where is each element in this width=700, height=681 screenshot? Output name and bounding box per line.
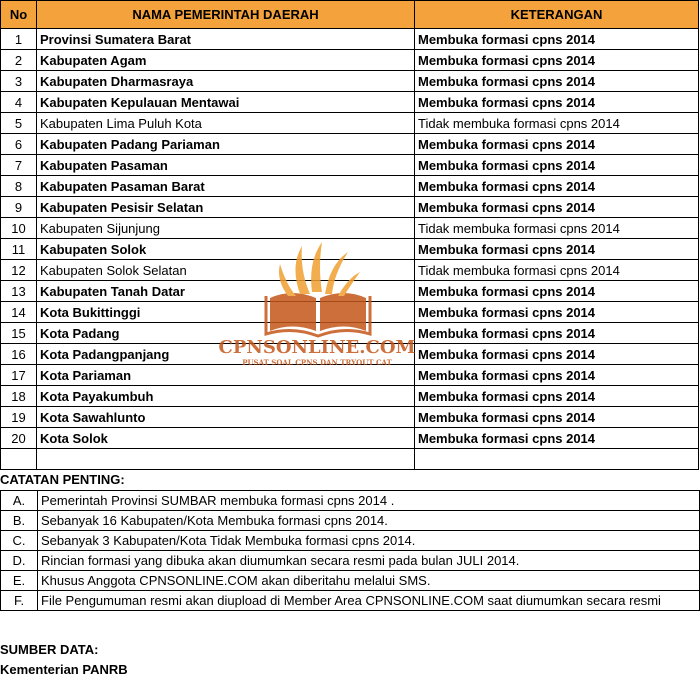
cell-no: 19	[1, 407, 37, 428]
notes-title: CATATAN PENTING:	[0, 472, 125, 487]
cell-ket: Membuka formasi cpns 2014	[415, 239, 699, 260]
table-row	[1, 29, 699, 50]
table-row	[1, 239, 699, 260]
cell-no: 17	[1, 365, 37, 386]
note-row	[1, 511, 700, 531]
cell-name: Kota Padang	[37, 323, 415, 344]
cell-ket: Tidak membuka formasi cpns 2014	[415, 260, 699, 281]
note-text: Sebanyak 3 Kabupaten/Kota Tidak Membuka formasi cpns 2014.	[38, 531, 700, 551]
cell-no: 14	[1, 302, 37, 323]
table-row	[1, 92, 699, 113]
table-row	[1, 365, 699, 386]
cell-name: Kabupaten Solok Selatan	[37, 260, 415, 281]
table-row	[1, 260, 699, 281]
cell-ket: Membuka formasi cpns 2014	[415, 50, 699, 71]
cell-name: Kota Padangpanjang	[37, 344, 415, 365]
cell-name: Kabupaten Pesisir Selatan	[37, 197, 415, 218]
cell-no: 1	[1, 29, 37, 50]
cell-empty	[37, 449, 415, 470]
note-letter: A.	[1, 491, 38, 511]
cell-empty	[1, 449, 37, 470]
cell-name: Kota Solok	[37, 428, 415, 449]
note-letter: E.	[1, 571, 38, 591]
cell-name: Kota Bukittinggi	[37, 302, 415, 323]
note-row	[1, 591, 700, 611]
watermark-brand: CPNSONLINE.COM	[218, 337, 416, 358]
cell-ket: Membuka formasi cpns 2014	[415, 365, 699, 386]
note-text: Pemerintah Provinsi SUMBAR membuka formasi cpns 2014 .	[38, 491, 700, 511]
table-header-row	[1, 1, 699, 29]
cell-ket: Membuka formasi cpns 2014	[415, 428, 699, 449]
cell-no: 7	[1, 155, 37, 176]
table-row	[1, 71, 699, 92]
cell-name: Provinsi Sumatera Barat	[37, 29, 415, 50]
table-row	[1, 113, 699, 134]
note-row	[1, 531, 700, 551]
cell-ket: Membuka formasi cpns 2014	[415, 29, 699, 50]
header-keterangan: KETERANGAN	[415, 1, 699, 29]
cell-ket: Tidak membuka formasi cpns 2014	[415, 218, 699, 239]
table-row	[1, 344, 699, 365]
cell-no: 4	[1, 92, 37, 113]
table-row	[1, 281, 699, 302]
cell-no: 2	[1, 50, 37, 71]
note-letter: C.	[1, 531, 38, 551]
cell-no: 20	[1, 428, 37, 449]
source-title: SUMBER DATA:	[0, 642, 99, 657]
cell-name: Kabupaten Sijunjung	[37, 218, 415, 239]
cell-name: Kabupaten Pasaman	[37, 155, 415, 176]
note-row	[1, 491, 700, 511]
cell-name: Kabupaten Pasaman Barat	[37, 176, 415, 197]
table-row	[1, 323, 699, 344]
cell-no: 8	[1, 176, 37, 197]
table-row	[1, 155, 699, 176]
cell-no: 5	[1, 113, 37, 134]
table-row	[1, 386, 699, 407]
cell-ket: Tidak membuka formasi cpns 2014	[415, 113, 699, 134]
table-row	[1, 134, 699, 155]
cell-no: 3	[1, 71, 37, 92]
cell-ket: Membuka formasi cpns 2014	[415, 407, 699, 428]
cell-no: 9	[1, 197, 37, 218]
cell-name: Kabupaten Dharmasraya	[37, 71, 415, 92]
cell-ket: Membuka formasi cpns 2014	[415, 71, 699, 92]
table-row	[1, 407, 699, 428]
cell-name: Kota Payakumbuh	[37, 386, 415, 407]
cell-ket: Membuka formasi cpns 2014	[415, 323, 699, 344]
cell-name: Kabupaten Solok	[37, 239, 415, 260]
cell-no: 13	[1, 281, 37, 302]
cell-no: 16	[1, 344, 37, 365]
cell-ket: Membuka formasi cpns 2014	[415, 134, 699, 155]
cell-name: Kabupaten Tanah Datar	[37, 281, 415, 302]
note-letter: F.	[1, 591, 38, 611]
cell-name: Kota Pariaman	[37, 365, 415, 386]
note-text: Sebanyak 16 Kabupaten/Kota Membuka formasi cpns 2014.	[38, 511, 700, 531]
cell-name: Kabupaten Padang Pariaman	[37, 134, 415, 155]
cell-name: Kabupaten Kepulauan Mentawai	[37, 92, 415, 113]
note-letter: B.	[1, 511, 38, 531]
note-row	[1, 571, 700, 591]
table-row	[1, 50, 699, 71]
cell-ket: Membuka formasi cpns 2014	[415, 281, 699, 302]
table-row	[1, 302, 699, 323]
table-row	[1, 197, 699, 218]
cell-no: 10	[1, 218, 37, 239]
cell-no: 6	[1, 134, 37, 155]
cell-ket: Membuka formasi cpns 2014	[415, 386, 699, 407]
watermark-tagline: PUSAT SOAL CPNS DAN TRYOUT CAT	[242, 358, 392, 367]
note-text: Khusus Anggota CPNSONLINE.COM akan diberitahu melalui SMS.	[38, 571, 700, 591]
source-value: Kementerian PANRB	[0, 662, 128, 677]
cell-name: Kota Sawahlunto	[37, 407, 415, 428]
cell-ket: Membuka formasi cpns 2014	[415, 344, 699, 365]
cell-ket: Membuka formasi cpns 2014	[415, 302, 699, 323]
table-row	[1, 176, 699, 197]
cell-name: Kabupaten Agam	[37, 50, 415, 71]
cell-no: 15	[1, 323, 37, 344]
cell-ket: Membuka formasi cpns 2014	[415, 155, 699, 176]
table-row	[1, 428, 699, 449]
cell-ket: Membuka formasi cpns 2014	[415, 197, 699, 218]
cell-no: 12	[1, 260, 37, 281]
cell-no: 11	[1, 239, 37, 260]
cell-name: Kabupaten Lima Puluh Kota	[37, 113, 415, 134]
cell-no: 18	[1, 386, 37, 407]
cell-ket: Membuka formasi cpns 2014	[415, 92, 699, 113]
note-text: Rincian formasi yang dibuka akan diumumkan secara resmi pada bulan JULI 2014.	[38, 551, 700, 571]
notes-table	[0, 490, 700, 611]
header-no: No	[1, 1, 37, 29]
header-name: NAMA PEMERINTAH DAERAH	[37, 1, 415, 29]
note-letter: D.	[1, 551, 38, 571]
table-row-empty	[1, 449, 699, 470]
note-text: File Pengumuman resmi akan diupload di Member Area CPNSONLINE.COM saat diumumkan secara resmi	[38, 591, 700, 611]
cell-empty	[415, 449, 699, 470]
table-row	[1, 218, 699, 239]
note-row	[1, 551, 700, 571]
cell-ket: Membuka formasi cpns 2014	[415, 176, 699, 197]
